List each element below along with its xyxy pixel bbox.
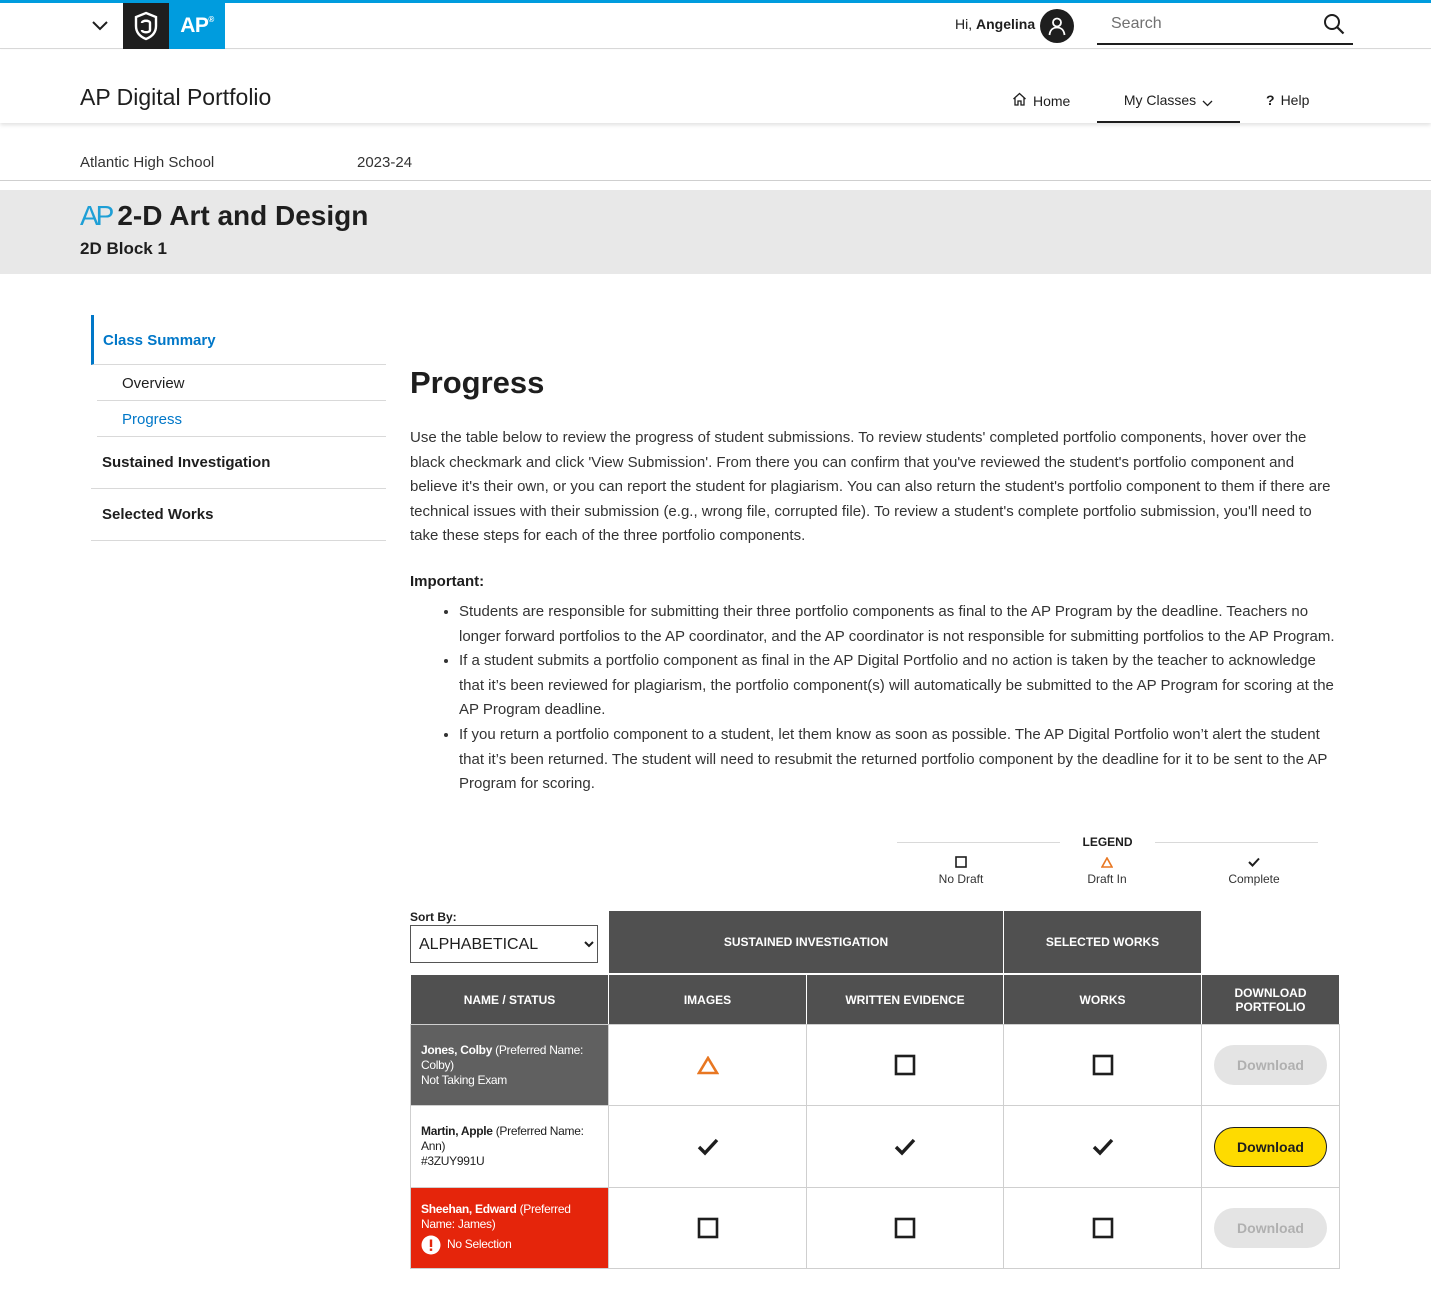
school-bar bbox=[0, 123, 1431, 181]
table-row-works bbox=[1003, 1024, 1202, 1106]
intro-paragraph: Use the table below to review the progress of student submissions. To review students' completed portfolio components, hover over the black checkmark and click 'View Submission'. From there you can confirm that you've reviewed the student's portfolio component and believe it's their own, or you can report the student for plagiarism. You can also return the student's portfolio component to them if there are technical issues with their submission (e.g., wrong file, corrupted file). To review a student's complete portfolio submission, you'll need to take these steps for each of the three portfolio components. bbox=[410, 429, 1331, 545]
ap-logo[interactable]: AP ® bbox=[169, 3, 225, 49]
class-section: 2D Block 1 bbox=[80, 239, 167, 258]
page-title: Progress bbox=[410, 365, 545, 400]
col-header-images: IMAGES bbox=[608, 974, 807, 1025]
student-name[interactable]: Jones, Colby bbox=[421, 1042, 493, 1057]
search-box bbox=[1097, 7, 1353, 45]
nav-help-label: Help bbox=[1280, 92, 1310, 108]
app-header bbox=[0, 50, 1431, 123]
group-header-selected: SELECTED WORKS bbox=[1003, 910, 1202, 974]
sidenav-class-summary[interactable]: Class Summary bbox=[91, 315, 386, 365]
preferred-name: (Preferred Name: Colby) bbox=[421, 1042, 584, 1072]
table-row-works[interactable] bbox=[1003, 1105, 1202, 1188]
checkmark-icon bbox=[1248, 857, 1260, 867]
nav-my-classes-label: My Classes bbox=[1123, 92, 1197, 108]
col-header-works: WORKS bbox=[1003, 974, 1202, 1025]
sort-by bbox=[410, 910, 598, 963]
student-status: Not Taking Exam bbox=[421, 1072, 507, 1087]
empty-square-icon bbox=[955, 856, 967, 868]
download-button-disabled: Download bbox=[1214, 1045, 1327, 1085]
chevron-down-icon[interactable] bbox=[88, 15, 112, 37]
download-button-disabled: Download bbox=[1214, 1208, 1327, 1248]
table-row-written-evidence[interactable] bbox=[806, 1105, 1004, 1188]
app-title[interactable]: AP Digital Portfolio bbox=[80, 84, 272, 110]
search-icon[interactable] bbox=[1323, 13, 1345, 40]
nav-home-label: Home bbox=[1033, 92, 1071, 109]
table-row-written-evidence bbox=[806, 1024, 1004, 1106]
table-row-works bbox=[1003, 1187, 1202, 1269]
table-row-download bbox=[1201, 1024, 1340, 1106]
table-row-name bbox=[410, 1024, 609, 1106]
empty-square-icon bbox=[1092, 1054, 1114, 1076]
student-status: No Selection bbox=[447, 1237, 512, 1251]
list-item: • Students are responsible for submitting their three portfolio components as final to the AP Program by the deadline. Teachers no longer forward portfolios to the AP coordinator, and the AP coordinator is not responsible for submitting portfolios to the AP Program. bbox=[459, 600, 1340, 649]
greeting bbox=[955, 16, 1035, 32]
legend-complete-label: Complete bbox=[1228, 872, 1280, 886]
legend-draft-in bbox=[1057, 852, 1157, 886]
important-list bbox=[459, 600, 1340, 797]
user-avatar-icon[interactable] bbox=[1040, 9, 1074, 43]
sidenav-sustained-investigation[interactable]: Sustained Investigation bbox=[91, 437, 386, 489]
checkmark-icon bbox=[894, 1138, 916, 1156]
user-name: Angelina bbox=[976, 16, 1036, 32]
course-name: 2-D Art and Design bbox=[117, 200, 369, 231]
student-name[interactable]: Martin, Apple bbox=[421, 1124, 493, 1138]
warning-triangle-icon bbox=[1101, 857, 1113, 868]
table-row-name bbox=[410, 1187, 609, 1269]
alert-icon bbox=[421, 1235, 441, 1255]
table-row-images bbox=[608, 1187, 807, 1269]
course-title bbox=[80, 200, 368, 232]
ap-course-mark: AP bbox=[80, 200, 112, 231]
sidenav-overview[interactable]: Overview bbox=[97, 365, 386, 401]
table-row-written-evidence bbox=[806, 1187, 1004, 1269]
important-heading: Important: bbox=[410, 572, 485, 590]
sort-select[interactable] bbox=[410, 925, 598, 963]
legend bbox=[897, 834, 1318, 894]
col-header-written-evidence: WRITTEN EVIDENCE bbox=[806, 974, 1004, 1025]
home-icon bbox=[1012, 92, 1027, 109]
help-icon: ? bbox=[1266, 92, 1275, 108]
nav-my-classes[interactable] bbox=[1097, 92, 1240, 123]
sidenav-selected-works[interactable]: Selected Works bbox=[91, 489, 386, 541]
table-row-images[interactable] bbox=[608, 1105, 807, 1188]
warning-triangle-icon bbox=[697, 1056, 719, 1075]
greeting-text: Hi, bbox=[955, 16, 973, 32]
table-row-name bbox=[410, 1105, 609, 1188]
checkmark-icon bbox=[697, 1138, 719, 1156]
preferred-name: (Preferred Name: Ann) bbox=[421, 1124, 584, 1153]
sidenav-progress[interactable]: Progress bbox=[97, 401, 386, 437]
table-row-download bbox=[1201, 1105, 1340, 1188]
legend-title: LEGEND bbox=[1082, 835, 1133, 849]
empty-square-icon bbox=[1092, 1217, 1114, 1239]
preferred-name: (Preferred Name: James) bbox=[421, 1201, 571, 1231]
student-name[interactable]: Sheehan, Edward bbox=[421, 1201, 517, 1216]
student-id: #3ZUY991U bbox=[421, 1154, 485, 1168]
search-input[interactable] bbox=[1097, 7, 1307, 41]
empty-square-icon bbox=[697, 1217, 719, 1239]
side-navigation bbox=[91, 315, 386, 541]
status-badge bbox=[421, 1235, 598, 1255]
global-header bbox=[0, 3, 1431, 49]
main-content bbox=[410, 365, 1340, 797]
empty-square-icon bbox=[894, 1217, 916, 1239]
ap-logo-text: AP bbox=[180, 14, 209, 37]
nav-home[interactable] bbox=[1012, 92, 1070, 109]
school-year: 2023-24 bbox=[357, 154, 413, 171]
chevron-down-icon bbox=[1202, 94, 1213, 110]
legend-no-draft bbox=[911, 852, 1011, 886]
download-button[interactable]: Download bbox=[1214, 1127, 1327, 1167]
table-row-images[interactable] bbox=[608, 1024, 807, 1106]
empty-square-icon bbox=[894, 1054, 916, 1076]
college-board-logo-icon[interactable] bbox=[123, 3, 169, 49]
checkmark-icon bbox=[1092, 1138, 1114, 1156]
nav-help[interactable] bbox=[1266, 92, 1309, 108]
legend-no-draft-label: No Draft bbox=[938, 872, 984, 886]
legend-draft-in-label: Draft In bbox=[1087, 872, 1127, 886]
sort-by-label: Sort By: bbox=[410, 910, 457, 924]
list-item: • If a student submits a portfolio component as final in the AP Digital Portfolio and no action is taken by the teacher to acknowledge that it’s been reviewed for plagiarism, the portfolio component(s) will automatically be submitted to the AP Program for scoring at the AP Program deadline. bbox=[459, 649, 1340, 723]
list-item: • If you return a portfolio component to a student, let them know as soon as possible. The AP Digital Portfolio won’t alert the student that it’s been returned. The student will need to resubmit the returned portfolio component by the deadline for it to be sent to the AP Program for scoring. bbox=[459, 723, 1340, 797]
table-row-download bbox=[1201, 1187, 1340, 1269]
school-name: Atlantic High School bbox=[80, 154, 215, 171]
legend-complete bbox=[1204, 852, 1304, 886]
col-header-download: DOWNLOAD PORTFOLIO bbox=[1201, 974, 1340, 1025]
col-header-name: NAME / STATUS bbox=[410, 974, 609, 1025]
group-header-sustained: SUSTAINED INVESTIGATION bbox=[608, 910, 1004, 974]
course-banner bbox=[0, 190, 1431, 274]
